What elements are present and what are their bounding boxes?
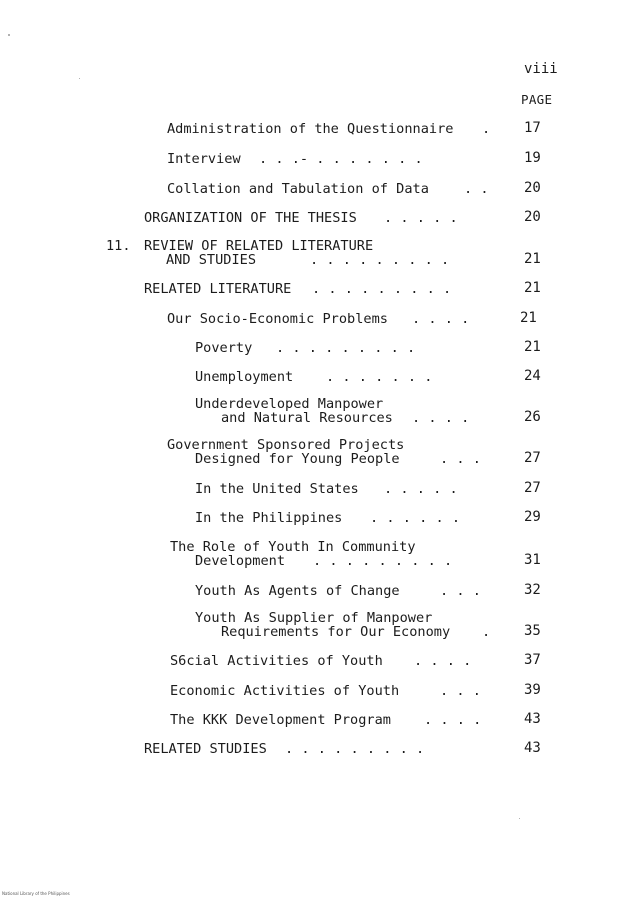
toc-entry-title: In the United States xyxy=(195,481,359,497)
toc-entry xyxy=(167,151,241,167)
toc-entry-continuation xyxy=(166,252,256,268)
toc-entry-title-line2: Designed for Young People xyxy=(195,451,400,467)
toc-entry-title: Youth As Supplier of Manpower xyxy=(195,610,433,626)
toc-entry-title: In the Philippines xyxy=(195,510,343,526)
chapter-number: 11. xyxy=(106,238,131,254)
toc-entry-continuation xyxy=(195,451,400,467)
toc-page-number: 21 xyxy=(524,280,541,296)
toc-entry-continuation xyxy=(221,624,450,640)
toc-page-number: 19 xyxy=(524,150,541,166)
toc-entry-title: RELATED LITERATURE xyxy=(144,281,292,297)
toc-page-number: 35 xyxy=(524,623,541,639)
toc-entry-title: Interview xyxy=(167,151,241,167)
toc-leader-dots: . xyxy=(482,624,491,640)
toc-entry xyxy=(195,583,400,599)
toc-entry xyxy=(144,210,357,226)
toc-entry-continuation xyxy=(195,553,285,569)
toc-entry xyxy=(195,510,342,526)
toc-entry-title: Administration of the Questionnaire xyxy=(167,121,454,137)
toc-page-number: 20 xyxy=(524,209,541,225)
toc-leader-dots: . . . . . . . . . xyxy=(276,340,416,356)
toc-entry-title: Poverty xyxy=(195,340,253,356)
toc-leader-dots: . . . . xyxy=(412,410,470,426)
toc-leader-dots: . . . . . xyxy=(384,210,458,226)
toc-page-number: 21 xyxy=(524,339,541,355)
toc-leader-dots: . . . xyxy=(440,583,481,599)
toc-entry-continuation xyxy=(221,410,393,426)
toc-leader-dots: . . . . xyxy=(414,653,472,669)
toc-entry-title: The KKK Development Program xyxy=(170,712,391,728)
toc-leader-dots: . . . . . . . xyxy=(326,369,433,385)
toc-entry xyxy=(170,683,399,699)
toc-entry-title: Collation and Tabulation of Data xyxy=(167,181,429,197)
footer-watermark: National Library of the Philippines xyxy=(2,891,70,896)
toc-page-number: 29 xyxy=(524,509,541,525)
toc-page-number: 32 xyxy=(524,582,541,598)
toc-entry-title: ORGANIZATION OF THE THESIS xyxy=(144,210,357,226)
toc-leader-dots: . . . . . . . . . xyxy=(285,741,425,757)
toc-entry xyxy=(170,653,383,669)
toc-entry-title-line2: AND STUDIES xyxy=(166,252,257,268)
toc-entry-title-line2: Development xyxy=(195,553,286,569)
toc-entry-title: Economic Activities of Youth xyxy=(170,683,400,699)
toc-page-number: 21 xyxy=(524,251,541,267)
toc-entry xyxy=(195,369,293,385)
toc-entry-title: Underdeveloped Manpower xyxy=(195,396,384,412)
toc-leader-dots: . . . . . . xyxy=(370,510,461,526)
toc-entry-title: The Role of Youth In Community xyxy=(170,539,416,555)
scan-speck xyxy=(8,34,10,36)
toc-entry-title: Our Socio-Economic Problems xyxy=(167,311,388,327)
toc-page-number: 27 xyxy=(524,480,541,496)
toc-entry xyxy=(167,311,388,327)
toc-leader-dots: . xyxy=(482,121,491,137)
toc-leader-dots: . . . . . . . . . xyxy=(310,252,450,268)
toc-leader-dots: . . . . xyxy=(412,311,470,327)
toc-page-number: 43 xyxy=(524,740,541,756)
toc-page-number: 43 xyxy=(524,711,541,727)
toc-entry xyxy=(144,741,267,757)
toc-page-number: 39 xyxy=(524,682,541,698)
toc-leader-dots: . . . . . . . . . xyxy=(312,281,452,297)
toc-leader-dots: . . . xyxy=(440,683,481,699)
toc-page-number: 27 xyxy=(524,450,541,466)
toc-leader-dots: . . . . . . . . . xyxy=(313,553,453,569)
toc-entry-title-line2: and Natural Resources xyxy=(221,410,393,426)
toc-page-number: 26 xyxy=(524,409,541,425)
toc-page-number: 20 xyxy=(524,180,541,196)
scan-speck xyxy=(519,818,520,819)
page-column-header: PAGE xyxy=(521,92,553,107)
toc-leader-dots: . . . . . xyxy=(384,481,458,497)
toc-entry xyxy=(195,481,359,497)
toc-entry xyxy=(167,121,453,137)
toc-entry xyxy=(170,712,391,728)
toc-page-number: 17 xyxy=(524,120,541,136)
toc-page-number: 37 xyxy=(524,652,541,668)
toc-entry-title: RELATED STUDIES xyxy=(144,741,267,757)
toc-entry-title-line2: Requirements for Our Economy xyxy=(221,624,451,640)
toc-leader-dots: . . . . xyxy=(424,712,482,728)
toc-entry-title: Government Sponsored Projects xyxy=(167,437,405,453)
toc-page-number: 24 xyxy=(524,368,541,384)
scan-speck xyxy=(79,78,80,79)
page-number: viii xyxy=(524,61,558,77)
toc-leader-dots: . . xyxy=(464,181,489,197)
toc-entry-title: S6cial Activities of Youth xyxy=(170,653,383,669)
toc-entry-title: Youth As Agents of Change xyxy=(195,583,400,599)
toc-leader-dots: . . .- . . . . . . . xyxy=(259,151,423,167)
toc-page-number: 21 xyxy=(520,310,537,326)
toc-leader-dots: . . . xyxy=(440,451,481,467)
toc-page-number: 31 xyxy=(524,552,541,568)
toc-entry-title: Unemployment xyxy=(195,369,294,385)
toc-entry xyxy=(167,181,429,197)
toc-entry-title: REVIEW OF RELATED LITERATURE xyxy=(144,238,374,254)
toc-entry xyxy=(195,340,252,356)
toc-entry xyxy=(144,281,291,297)
